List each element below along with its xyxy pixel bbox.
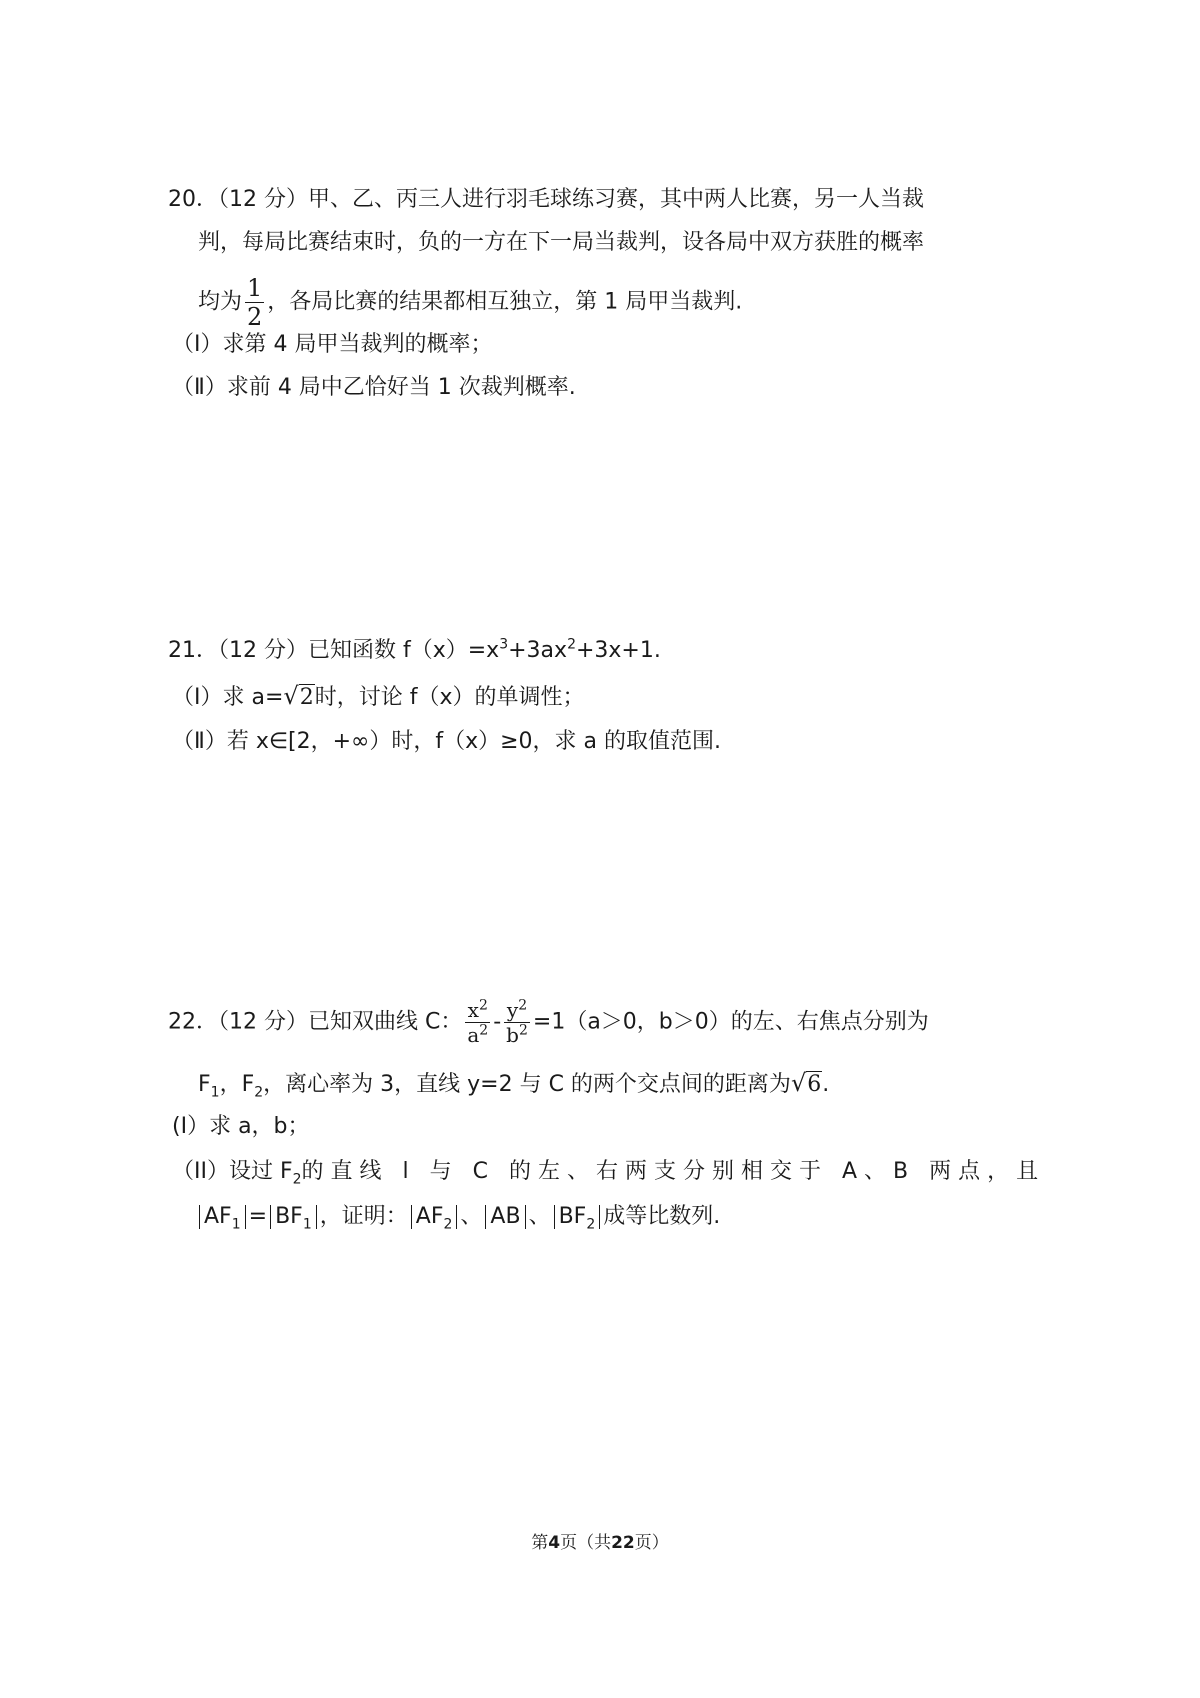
exponent: 2 bbox=[478, 997, 488, 1014]
q22-part2-pre: （II）设过 F bbox=[172, 1159, 293, 1184]
q22-part2 bbox=[172, 1157, 1045, 1187]
radical-icon: √ bbox=[283, 682, 299, 710]
a-var: a bbox=[467, 1023, 480, 1047]
f1-label: F bbox=[198, 1072, 211, 1097]
q20-line3-pre: 均为 bbox=[198, 289, 243, 315]
exponent: 2 bbox=[518, 997, 528, 1014]
segment-label: AF bbox=[415, 1204, 444, 1229]
equals-sign: = bbox=[248, 1204, 268, 1229]
q20-part1 bbox=[172, 330, 492, 360]
q21-line1 bbox=[168, 636, 661, 666]
total-pages: 22 bbox=[611, 1533, 635, 1553]
q21-part1-pre: （Ⅰ）求 a= bbox=[172, 685, 284, 710]
separator: 、 bbox=[528, 1204, 551, 1229]
subscript: 2 bbox=[292, 1171, 302, 1188]
minus-sign: - bbox=[493, 1009, 502, 1035]
q22-line1-pre: 22．（12 分）已知双曲线 C： bbox=[168, 1009, 463, 1035]
radical-icon: √ bbox=[790, 1069, 807, 1097]
subscript: 2 bbox=[443, 1216, 453, 1233]
fraction-numerator bbox=[504, 997, 530, 1023]
sqrt-2 bbox=[283, 681, 314, 713]
q21-part2-text: （Ⅱ）若 x∈[2，+∞）时，f（x）≥0，求 a 的取值范围. bbox=[172, 729, 722, 754]
page-footer bbox=[0, 1528, 1200, 1553]
footer-pre: 第 bbox=[531, 1533, 549, 1553]
radicand: 2 bbox=[299, 685, 314, 710]
segment-label: BF bbox=[275, 1204, 303, 1229]
q20-part2 bbox=[172, 373, 576, 403]
exponent: 2 bbox=[479, 1022, 489, 1039]
radicand: 6 bbox=[807, 1072, 822, 1097]
q20-part2-text: （Ⅱ）求前 4 局中乙恰好当 1 次裁判概率. bbox=[172, 375, 576, 400]
q22-part1 bbox=[172, 1112, 310, 1142]
x-var: x bbox=[467, 998, 479, 1022]
b-var: b bbox=[506, 1023, 519, 1047]
sqrt-6 bbox=[791, 1068, 822, 1100]
q22-line5 bbox=[196, 1202, 720, 1232]
q21-line1-mid: +3ax bbox=[508, 638, 568, 663]
q21-part2 bbox=[172, 727, 721, 757]
segment-label: AB bbox=[490, 1204, 521, 1229]
exponent-3: 3 bbox=[499, 636, 509, 653]
subscript: 2 bbox=[586, 1216, 596, 1233]
q20-line3 bbox=[198, 276, 742, 329]
subscript: 1 bbox=[210, 1084, 220, 1101]
page-number: 4 bbox=[548, 1533, 561, 1553]
fraction-denominator bbox=[465, 1023, 490, 1045]
subscript: 2 bbox=[254, 1084, 264, 1101]
q22-part1-text: (I）求 a，b； bbox=[172, 1114, 310, 1139]
fraction-denominator: 2 bbox=[247, 303, 263, 331]
q21-part1-post: 时，讨论 f（x）的单调性； bbox=[314, 685, 585, 710]
q21-line1-pre: 21．（12 分）已知函数 f（x）=x bbox=[168, 638, 500, 663]
subscript: 1 bbox=[231, 1216, 241, 1233]
q21-line1-post: +3x+1. bbox=[575, 638, 661, 663]
fraction-numerator bbox=[465, 997, 490, 1023]
q22-line2-mid: ，离心率为 3，直线 y=2 与 C 的两个交点间的距离为 bbox=[263, 1072, 791, 1097]
fraction-numerator: 1 bbox=[247, 274, 263, 302]
proof-prompt: ，证明： bbox=[319, 1204, 408, 1229]
abs-ab bbox=[485, 1205, 525, 1229]
abs-bf2 bbox=[554, 1204, 601, 1233]
fraction-one-half bbox=[245, 276, 264, 329]
q21-part1 bbox=[172, 681, 584, 713]
exponent-2: 2 bbox=[567, 636, 576, 653]
q20-line1-text: 20．（12 分）甲、乙、丙三人进行羽毛球练习赛，其中两人比赛，另一人当裁 bbox=[168, 187, 924, 212]
q20-line3-post: ，各局比赛的结果都相互独立，第 1 局甲当裁判. bbox=[267, 289, 743, 315]
fraction-denominator bbox=[504, 1023, 530, 1045]
q20-line1 bbox=[168, 185, 924, 215]
q22-line2 bbox=[198, 1068, 829, 1100]
f2-label: ，F bbox=[219, 1072, 255, 1097]
footer-mid: 页（共 bbox=[560, 1533, 612, 1553]
q22-line5-end: 成等比数列. bbox=[603, 1204, 721, 1229]
q22-line1-post: =1（a＞0，b＞0）的左、右焦点分别为 bbox=[532, 1009, 929, 1035]
exponent: 2 bbox=[518, 1022, 528, 1039]
footer-post: 页） bbox=[634, 1533, 669, 1553]
abs-bf1 bbox=[270, 1204, 317, 1233]
segment-label: BF bbox=[558, 1204, 587, 1229]
q20-part1-text: （Ⅰ）求第 4 局甲当裁判的概率； bbox=[172, 332, 493, 357]
y-var: y bbox=[506, 998, 519, 1022]
abs-af1 bbox=[199, 1204, 246, 1233]
segment-label: AF bbox=[204, 1204, 232, 1229]
subscript: 1 bbox=[302, 1216, 312, 1233]
q20-line2 bbox=[198, 228, 924, 258]
q22-part2-post: 的直线 l 与 C 的左、右两支分别相交于 A、B 两点，且 bbox=[301, 1159, 1046, 1184]
separator: 、 bbox=[460, 1204, 483, 1229]
abs-af2 bbox=[411, 1204, 458, 1233]
period: . bbox=[822, 1072, 830, 1097]
q20-line2-text: 判，每局比赛结束时，负的一方在下一局当裁判，设各局中双方获胜的概率 bbox=[198, 230, 925, 255]
q22-line1 bbox=[168, 997, 929, 1047]
fraction-x2-over-a2 bbox=[465, 997, 490, 1047]
fraction-y2-over-b2 bbox=[504, 997, 530, 1047]
